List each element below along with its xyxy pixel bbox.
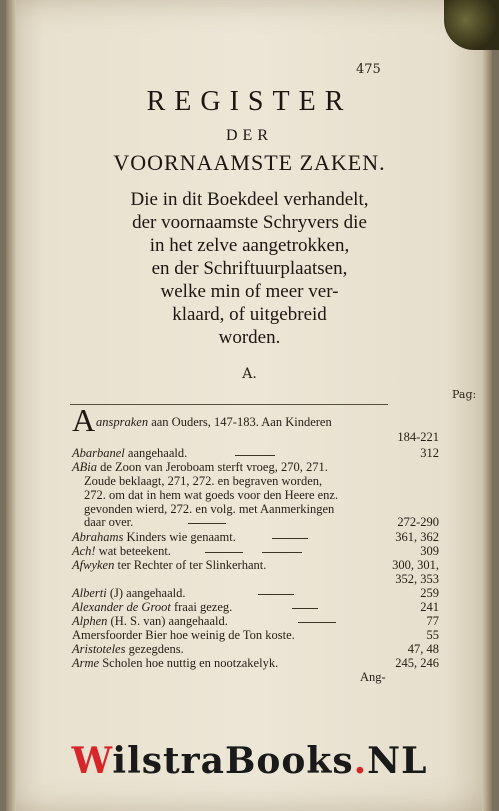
watermark-tld: NL	[367, 740, 428, 782]
entry-term: Alberti	[72, 586, 107, 600]
entry-pages: 184-221	[397, 430, 439, 444]
index-entry	[72, 614, 228, 629]
entry-text: aangehaald.	[127, 446, 188, 460]
subtitle-line: der voornaamste Schryvers die	[132, 212, 367, 233]
entry-pages: 300, 301,	[392, 558, 439, 572]
entry-pages: 272-290	[397, 515, 439, 529]
initial-letter: A	[72, 402, 96, 438]
entry-text: fraai gezeg.	[173, 600, 233, 614]
entry-continuation: gevonden wierd, 272. en volg. met Aanmerkingen	[84, 502, 335, 516]
entry-text: de Zoon van Jeroboam sterft vroeg, 270, 271.	[100, 460, 328, 474]
index-entry: Amersfoorder Bier hoe weinig de Ton koste.	[72, 628, 295, 642]
subtitle-line: en der Schriftuurplaatsen,	[151, 258, 348, 279]
entry-text: Scholen hoe nuttig en nootzakelyk.	[102, 656, 279, 670]
watermark-w: W	[71, 740, 113, 782]
entry-continuation: 272. om dat in hem wat goeds voor den Heere enz.	[84, 488, 339, 502]
catchword: Ang-	[360, 670, 386, 684]
entry-term: Alphen	[72, 614, 108, 628]
entry-term: Ach!	[72, 544, 96, 558]
title-voornaamste-zaken: VOORNAAMSTE ZAKEN.	[113, 150, 386, 175]
watermark-dot: .	[353, 740, 368, 782]
index-entry	[72, 446, 187, 461]
entry-pages: 55	[426, 628, 439, 642]
entry-text: wat beteekent.	[98, 544, 171, 558]
page-number: 475	[356, 62, 381, 77]
leader-dash	[235, 455, 275, 456]
divider-rule	[70, 404, 388, 405]
watermark-name: ilstraBooks	[112, 740, 354, 782]
page-gutter-left	[6, 0, 16, 811]
entry-term: Alexander de Groot	[72, 600, 171, 614]
entry-term: Abarbanel	[72, 446, 125, 460]
entry-pages: 352, 353	[395, 572, 439, 586]
leader-dash	[298, 622, 336, 623]
subtitle-line: welke min of meer ver-	[160, 281, 339, 302]
watermark-logo	[0, 740, 499, 782]
title-register: REGISTER	[146, 86, 353, 117]
leader-dash	[262, 552, 302, 553]
entry-text: Kinders wie genaamt.	[126, 530, 236, 544]
entry-term: Abrahams	[72, 530, 124, 544]
leader-dash	[272, 538, 308, 539]
index-entry	[96, 415, 332, 430]
leader-dash	[205, 552, 243, 553]
entry-text: ter Rechter of ter Slinkerhant.	[117, 558, 267, 572]
subtitle-line: klaard, of uitgebreid	[172, 304, 327, 325]
entry-term: ABia	[72, 460, 97, 474]
index-entry	[72, 600, 232, 615]
entry-text: (J) aangehaald.	[109, 586, 186, 600]
title-der: DER	[226, 127, 273, 144]
entry-term: Afwyken	[72, 558, 115, 572]
index-entry	[72, 558, 266, 573]
index-entry	[72, 656, 278, 671]
entry-term: anspraken	[96, 415, 149, 429]
entry-pages: 312	[420, 446, 439, 460]
leader-dash	[258, 594, 294, 595]
subtitle-line: in het zelve aangetrokken,	[149, 235, 350, 256]
entry-text: aan Ouders, 147-183. Aan Kinderen	[151, 415, 332, 429]
entry-pages: 361, 362	[395, 530, 439, 544]
entry-continuation: Zoude beklaagt, 271, 272. en begraven worden,	[84, 474, 323, 488]
index-entry	[72, 642, 184, 657]
subtitle-line: Die in dit Boekdeel verhandelt,	[130, 189, 369, 210]
page-edge-right	[482, 0, 492, 811]
entry-pages: 309	[420, 544, 439, 558]
index-entry	[72, 544, 171, 559]
entry-text: (H. S. van) aangehaald.	[110, 614, 228, 628]
pag-label: Pag:	[452, 388, 477, 401]
leader-dash	[188, 523, 226, 524]
index-entry	[72, 460, 328, 475]
entry-term: Arme	[72, 656, 100, 670]
leader-dash	[292, 608, 318, 609]
entry-continuation: daar over.	[84, 515, 134, 529]
index-entry	[72, 586, 186, 601]
entry-pages: 241	[420, 600, 439, 614]
entry-pages: 259	[420, 586, 439, 600]
entry-pages: 245, 246	[395, 656, 439, 670]
entry-pages: 47, 48	[407, 642, 439, 656]
subtitle-line: worden.	[218, 327, 281, 348]
index-entry	[72, 530, 236, 545]
entry-term: Aristoteles	[72, 642, 126, 656]
entry-text: gezegdens.	[128, 642, 184, 656]
entry-pages: 77	[426, 614, 439, 628]
section-letter: A.	[242, 366, 257, 382]
